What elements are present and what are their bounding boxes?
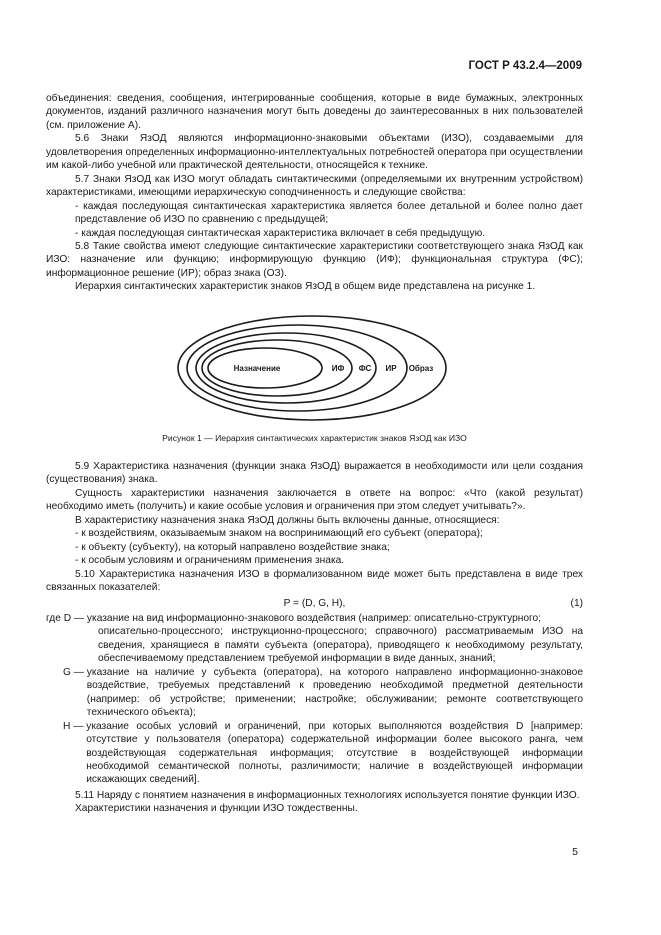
list-item: - к воздействиям, оказываемым знаком на воспринимающий его субъект (оператора); — [75, 528, 483, 540]
paragraph: 5.9 Характеристика назначения (функции знака ЯзОД) выражается в необходимости или цели создания (существования) знака. — [46, 461, 583, 486]
paragraph: 5.11 Наряду с понятием назначения в информационных технологиях используется понятие функции ИЗО. — [75, 789, 580, 801]
definition-h — [46, 720, 583, 787]
paragraph: 5.8 Такие свойства имеют следующие синтактические характеристики соответствующего знака ЯзОД как ИЗО: назначение или функцию; информирующую функцию (ИФ); функциональная структура (ФС); информационное решение (ИР); образ знака (ОЗ). — [46, 240, 583, 279]
paragraph: 5.6 Знаки ЯзОД являются информационно-знаковыми объектами (ИЗО), создаваемыми для удовлетворения определенных информационно-интеллектуальных потребностей оператора при осуществлении им какой-либо учебной или практической деятельности, относящейся к технике. — [46, 133, 583, 172]
definition-label: G — — [63, 666, 84, 678]
ellipse-oz — [178, 316, 446, 420]
list-item: - к объекту (субъекту), на который направлено воздействие знака; — [75, 541, 390, 553]
paragraph: 5.10 Характеристика назначения ИЗО в формализованном виде может быть представлена в виде трех связанных показателей: — [46, 568, 583, 594]
list-item: - к особым условиям и ограничениям применения знака. — [75, 555, 345, 567]
list-item: - каждая последующая синтактическая характеристика включает в себя предыдущую. — [75, 227, 486, 239]
definition-g — [46, 666, 583, 720]
definition-label: H — — [63, 720, 84, 732]
hierarchy-figure — [175, 312, 457, 424]
paragraph: Иерархия синтактических характеристик знаков ЯзОД в общем виде представлена на рисунке 1. — [75, 281, 536, 293]
label-ir: ИР — [385, 364, 397, 373]
paragraph: Сущность характеристики назначения заключается в ответе на вопрос: «Что (какой результат) необходимо иметь (получить) и какие особые условия и ограничения при этом следует учитывать?». — [46, 487, 583, 513]
definition-d — [46, 612, 583, 625]
list-item: - каждая последующая синтактическая характеристика является более детальной и более полно дает представление об ИЗО по сравнению с предыдущей; — [75, 200, 583, 226]
body-text-main — [46, 460, 583, 816]
paragraph: В характеристику назначения знака ЯзОД должны быть включены данные, относящиеся: — [75, 514, 500, 526]
label-if: ИФ — [331, 364, 345, 373]
definition-text: описательно-процессного; инструкционно-процессного; справочного) рассматриваемым ИЗО на сведения, хранящиеся в памяти субъекта (оператора), приводящего к необходимому результату, обеспечиваемому представлением требуемой информации в виде данных, знаний; — [98, 626, 583, 665]
body-text-top — [46, 92, 583, 294]
label-fs: ФС — [358, 364, 372, 373]
paragraph: Характеристики назначения и функции ИЗО тождественны. — [75, 803, 358, 815]
definition-text: указание на наличие у субъекта (оператора), на которого направлено информационно-знаковое воздействие, требуемых представлений к проведению необходимой предметной деятельности (например: об устройстве; применении; настройке; обслуживании; ремонте соответствующего технического объекта); — [86, 666, 583, 719]
figure-caption: Рисунок 1 — Иерархия синтактических характеристик знаков ЯзОД как ИЗО — [162, 433, 467, 443]
ellipse-ir — [187, 325, 407, 411]
ellipse-fs — [196, 333, 376, 403]
formula-text: P = (D, G, H), — [283, 597, 346, 609]
nested-ellipses-diagram — [175, 312, 457, 424]
standard-header: ГОСТ Р 43.2.4—2009 — [468, 60, 582, 72]
paragraph: объединения: сведения, сообщения, интегрированные сообщения, которые в виде бумажных, электронных документов, изданий различного назначения могут быть доведены до заинтересованных в них пользователей (см. приложение А). — [46, 93, 583, 131]
label-oz: Образ — [408, 364, 434, 373]
definition-text: указание особых условий и ограничений, при которых выполняются воздействия D [например: отсутствие у пользователя (оператора) содержательной информации более высокого ранга, чем воздействующая содержательная информация; отсутствие в воздействующей информации необходимой семантической полноты, различимости; наличие в воздействующей информации искажающих сведений]. — [86, 720, 583, 786]
page-number: 5 — [572, 846, 578, 858]
definition-text: указание на вид информационно-знакового воздействия (например: описательно-структурного; — [86, 612, 542, 624]
definition-label: где D — — [46, 612, 85, 624]
label-center: Назначение — [233, 364, 281, 373]
formula-number: (1) — [570, 597, 583, 609]
paragraph: 5.7 Знаки ЯзОД как ИЗО могут обладать синтактическими (определяемыми их внутренним устройством) характеристиками, имеющими иерархическую соподчиненность и следующие свойства: — [46, 173, 583, 199]
formula — [46, 597, 583, 610]
